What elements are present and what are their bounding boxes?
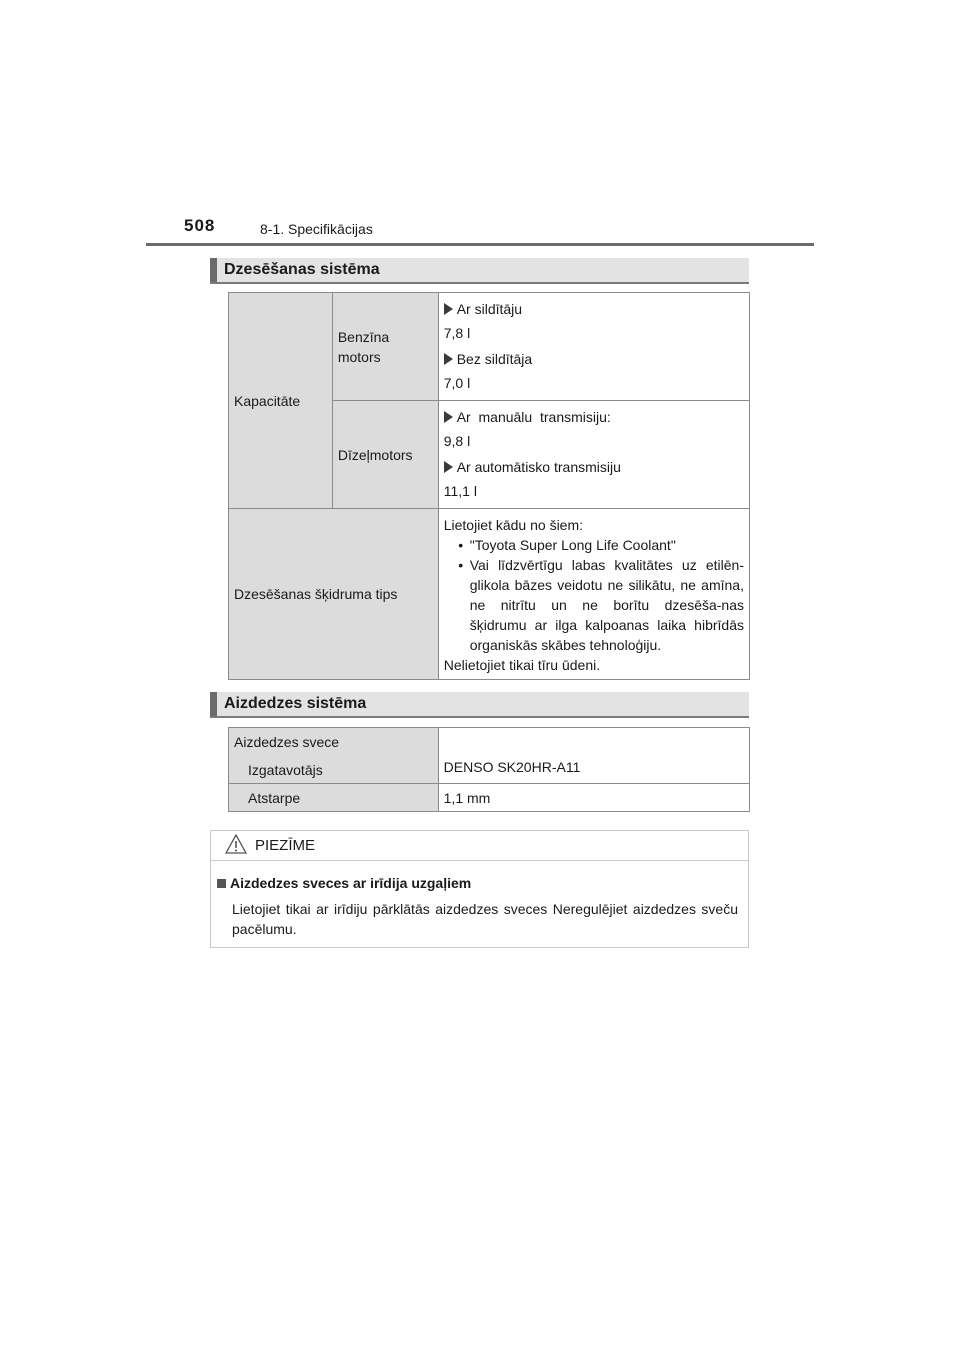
bullet: • xyxy=(458,537,464,553)
section-title: 8-1. Specifikācijas xyxy=(260,221,373,237)
ignition-table xyxy=(228,727,750,812)
cooling-section-heading xyxy=(210,258,749,284)
spark-plug-label: Aizdedzes svece xyxy=(234,734,340,750)
gap-value: 1,1 mm xyxy=(438,784,749,812)
bullet-text: Vai līdzvērtīgu labas kvalitātes uz etilēn-glikola bāzes veidotu ne silikātu, ne amīna, ne nitrītu un ne borītu dzesēša-nas šķidrumu ar ilga kalpoanas laika hibrīdās organiskās skābes tehnoloģiju. xyxy=(469,557,744,653)
cooling-table xyxy=(228,292,750,680)
note-box xyxy=(210,830,749,948)
table-row xyxy=(229,293,750,401)
arrow-icon xyxy=(444,353,453,365)
list-item xyxy=(444,407,744,427)
arrow-icon xyxy=(444,461,453,473)
diesel-capacity xyxy=(438,401,749,509)
list-item xyxy=(444,299,744,319)
header-rule xyxy=(146,243,814,246)
cooling-title: Dzesēšanas sistēma xyxy=(224,261,380,278)
list-item xyxy=(444,535,744,555)
capacity-label: Kapacitāte xyxy=(229,293,333,509)
page-number: 508 xyxy=(184,216,216,235)
ignition-section-heading xyxy=(210,692,749,718)
list-item xyxy=(444,349,744,369)
note-subheading-row xyxy=(217,873,738,893)
option-label: Ar sildītāju xyxy=(456,301,523,317)
ignition-title: Aizdedzes sistēma xyxy=(224,695,367,712)
amount: 9,8 l xyxy=(443,433,471,449)
table-row xyxy=(229,509,750,680)
list-item xyxy=(444,457,744,477)
coolant-outro: Nelietojiet tikai tīru ūdeni. xyxy=(443,657,601,673)
option-label: Ar manuālu transmisiju: xyxy=(456,409,611,425)
diesel-label: Dīzeļmotors xyxy=(332,401,438,509)
table-row xyxy=(229,728,750,784)
arrow-icon xyxy=(444,411,453,423)
note-heading: PIEZĪME xyxy=(255,837,316,854)
heading-bar xyxy=(210,692,217,716)
amount: 7,8 l xyxy=(443,325,471,341)
option-label: Bez sildītāja xyxy=(456,351,533,367)
list-item xyxy=(444,555,744,655)
coolant-intro: Lietojiet kādu no šiem: xyxy=(443,517,584,533)
bullet-text: "Toyota Super Long Life Coolant" xyxy=(469,537,676,553)
note-subheading: Aizdedzes sveces ar irīdija uzgaļiem xyxy=(230,875,472,891)
coolant-type-label: Dzesēšanas šķidruma tips xyxy=(229,509,439,680)
note-body xyxy=(211,861,748,939)
petrol-capacity xyxy=(438,293,749,401)
arrow-icon xyxy=(444,303,453,315)
spark-plug-cell xyxy=(229,728,439,784)
manufacturer-value: DENSO SK20HR-A11 xyxy=(438,728,749,784)
bullet: • xyxy=(458,557,464,573)
square-bullet-icon xyxy=(217,879,226,888)
gap-label: Atstarpe xyxy=(229,784,439,812)
amount: 7,0 l xyxy=(443,375,471,391)
heading-bar xyxy=(210,258,217,282)
warning-triangle-icon xyxy=(225,834,247,854)
coolant-type-value xyxy=(438,509,749,680)
amount: 11,1 l xyxy=(443,483,477,499)
manufacturer-label: Izgatavotājs xyxy=(248,762,323,778)
petrol-label: Benzīna motors xyxy=(332,293,438,401)
option-label: Ar automātisko transmisiju xyxy=(456,459,621,475)
note-header xyxy=(211,831,748,861)
note-text: Lietojiet tikai ar irīdiju pārklātās aizdedzes sveces Neregulējiet aizdedzes sveču pacēlumu. xyxy=(232,901,738,937)
table-row xyxy=(229,784,750,812)
